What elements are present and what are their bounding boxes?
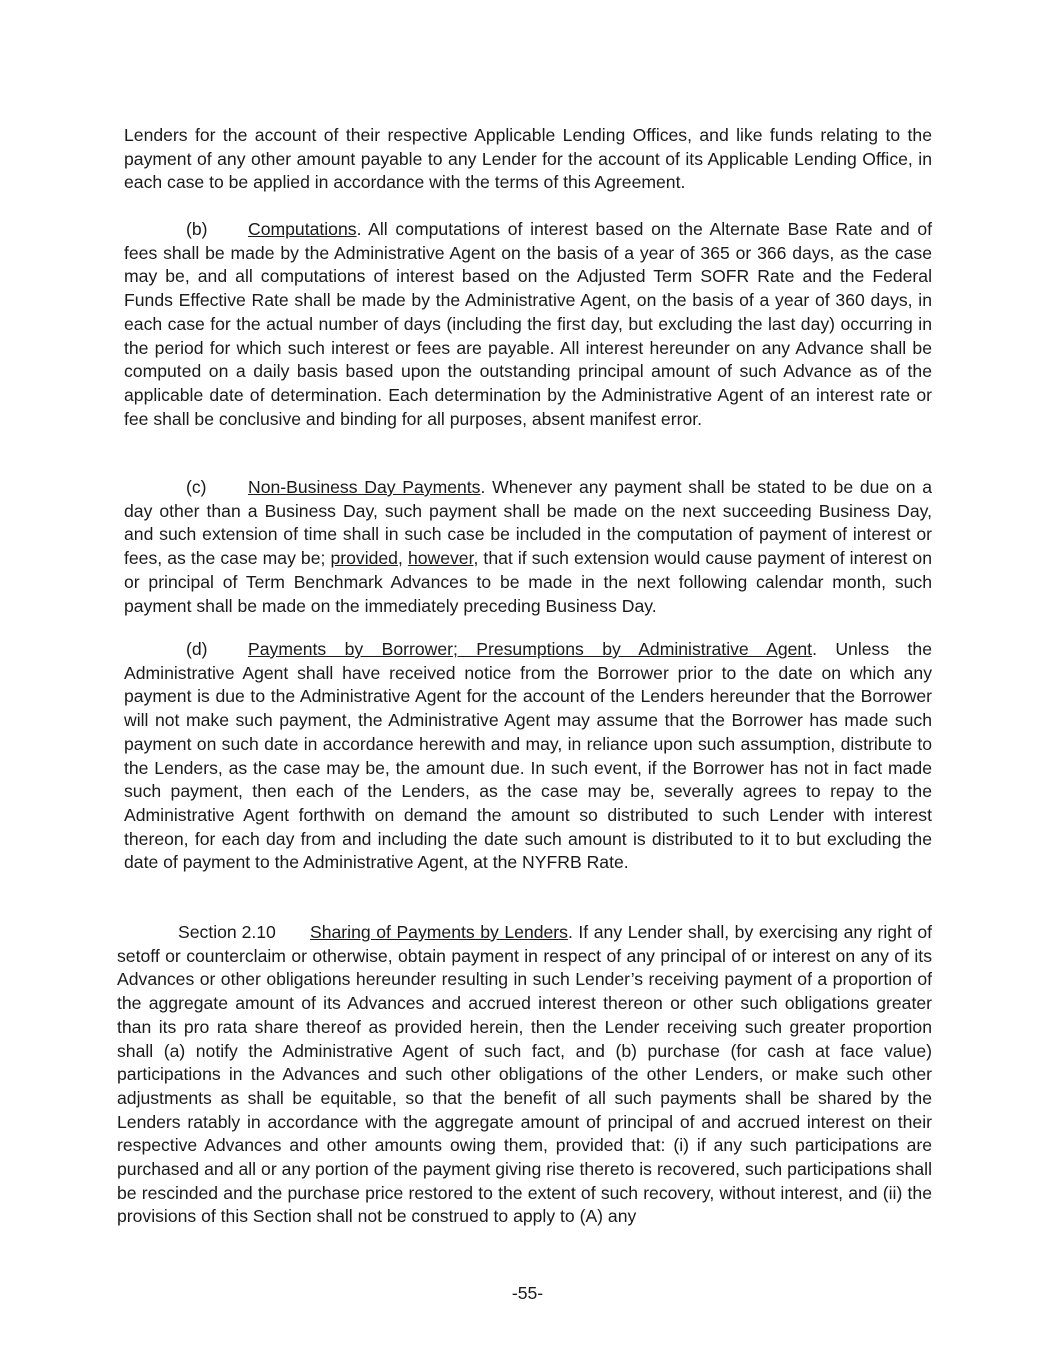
comma-separator: ,	[397, 548, 408, 569]
paragraph-body: . All computations of interest based on the Alternate Base Rate and of fees shall be made by the Administrative Agent on the basis of a year of 365 or 366 days, as the case may be, and all computations of interest based on the Adjusted Term SOFR Rate and the Federal Funds Effective Rate shall be made by the Administrative Agent, on the basis of a year of 360 days, in each case for the actual number of days (including the first day, but excluding the last day) occurring in the period for which such interest or fees are payable. All interest hereunder on any Advance shall be computed on a daily basis based upon the outstanding principal amount of such Advance as of the applicable date of determination. Each determination by the Administrative Agent of an interest rate or fee shall be conclusive and binding for all purposes, absent manifest error.	[124, 219, 932, 429]
section-body: . If any Lender shall, by exercising any right of setoff or counterclaim or otherwise, obtain payment in respect of any principal of or interest on any of its Advances or other obligations hereunder resulting in such Lender’s receiving payment of a proportion of the aggregate amount of its Advances and accrued interest thereon or other such obligations greater than its pro rata share thereof as provided herein, then the Lender receiving such greater proportion shall (a) notify the Administrative Agent of such fact, and (b) purchase (for cash at face value) participations in the Advances and such other obligations of the other Lenders, or make such other adjustments as shall be equitable, so that the benefit of all such payments shall be shared by the Lenders ratably in accordance with the aggregate amount of principal of and accrued interest on their respective Advances and other amounts owing them, provided that: (i) if any such participations are purchased and all or any portion of the payment giving rise thereto is recovered, such participations shall be rescinded and the purchase price restored to the extent of such recovery, without interest, and (ii) the provisions of this Section shall not be construed to apply to (A) any	[117, 922, 932, 1227]
paragraph-body: . Whenever any payment shall be stated to be due on a day other than a Business Day, such payment shall be made on the next succeeding Business Day, and such extension of time shall in such case be included in the computation of payment of interest or fees, as the case may be;	[124, 477, 932, 569]
section-heading: Sharing of Payments by Lenders	[310, 922, 568, 942]
intro-paragraph: Lenders for the account of their respective Applicable Lending Offices, and like funds relating to the payment of any other amount payable to any Lender for the account of its Applicable Lending Office, in each case to be applied in accordance with the terms of this Agreement.	[124, 125, 932, 193]
paragraph-heading: Payments by Borrower; Presumptions by Administrative Agent	[248, 639, 813, 659]
paragraph-c	[124, 476, 932, 618]
paragraph-d	[124, 638, 932, 875]
paragraph-number: (b)	[186, 219, 208, 239]
paragraph-b	[124, 218, 932, 431]
paragraph-body-continued: , that if such extension would cause payment of interest on or principal of Term Benchmark Advances to be made in the next following calendar month, such payment shall be made on the immediately preceding Business Day.	[124, 548, 933, 616]
section-number: Section 2.10	[178, 922, 276, 942]
paragraph-number: (c)	[186, 477, 207, 497]
paragraph-body: . Unless the Administrative Agent shall have received notice from the Borrower prior to the date on which any payment is due to the Administrative Agent for the account of the Lenders hereunder that the Borrower will not make such payment, the Administrative Agent may assume that the Borrower has made such payment on such date in accordance herewith and may, in reliance upon such assumption, distribute to the Lenders, as the case may be, the amount due. In such event, if the Borrower has not in fact made such payment, then each of the Lenders, as the case may be, severally agrees to repay to the Administrative Agent forthwith on demand the amount so distributed to such Lender with interest thereon, for each day from and including the date such amount is distributed to it to but excluding the date of payment to the Administrative Agent, at the NYFRB Rate.	[124, 639, 932, 873]
provided-term: provided	[330, 548, 398, 569]
page-number: -55-	[511, 1283, 544, 1303]
however-term: however	[407, 548, 474, 569]
paragraph-number: (d)	[186, 639, 208, 659]
paragraph-heading: Non-Business Day Payments	[248, 477, 481, 497]
paragraph-heading: Computations	[248, 219, 357, 239]
section-2-10	[117, 921, 932, 1229]
